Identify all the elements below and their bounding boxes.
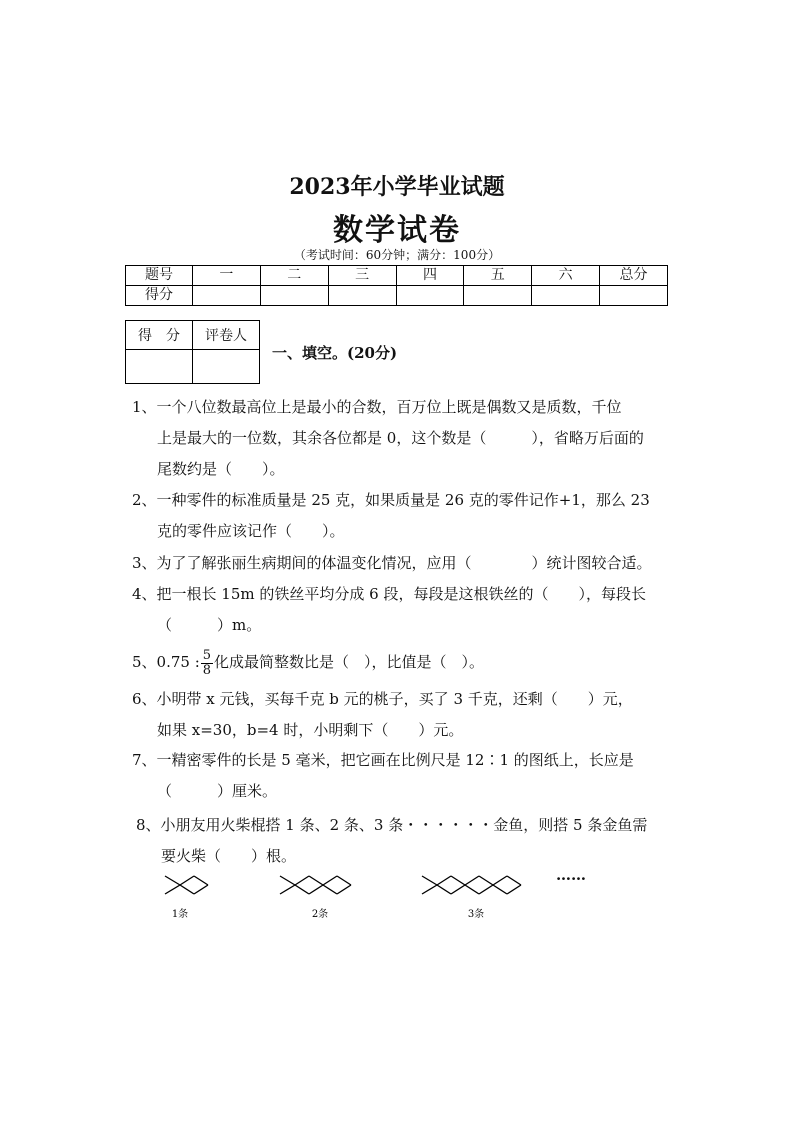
question-4 xyxy=(132,579,672,641)
grader-box xyxy=(125,320,260,384)
question-line: 4、把一根长 15m 的铁丝平均分成 6 段，每段是这根铁丝的（ ），每段长 xyxy=(132,585,646,603)
grader-name-label: 评卷人 xyxy=(193,321,260,350)
question-1 xyxy=(132,392,672,485)
question-line: 1、一个八位数最高位上是最小的合数，百万位上既是偶数又是质数，千位 xyxy=(132,398,622,416)
grader-score-label: 得 分 xyxy=(126,321,193,350)
score-header-cell: 五 xyxy=(464,266,532,286)
score-cell xyxy=(193,286,261,306)
score-header-cell: 一 xyxy=(193,266,261,286)
question-5-suffix: 化成最简整数比是（ ），比值是（ ）。 xyxy=(214,653,485,671)
score-cell xyxy=(464,286,532,306)
fraction-numerator: 5 xyxy=(202,647,212,663)
question-5 xyxy=(132,644,672,680)
exam-title: 2023年小学毕业试题 xyxy=(289,174,505,200)
exam-subtitle: 数学试卷 xyxy=(333,213,461,248)
question-line: 6、小明带 x 元钱，买每千克 b 元的桃子，买了 3 千克，还剩（ ）元， xyxy=(132,690,633,708)
grader-score-cell xyxy=(126,350,193,384)
score-header-cell: 四 xyxy=(396,266,464,286)
question-8 xyxy=(136,810,676,872)
figure-ellipsis: …… xyxy=(556,866,586,884)
question-line: 尾数约是（ ）。 xyxy=(157,460,285,478)
question-line xyxy=(132,644,672,680)
score-header-cell: 六 xyxy=(532,266,600,286)
score-header-cell: 总分 xyxy=(600,266,668,286)
question-line: （ ）m。 xyxy=(157,616,262,634)
question-3 xyxy=(132,548,672,579)
question-6 xyxy=(132,684,672,746)
fraction xyxy=(201,649,213,678)
question-line: 如果 x=30，b=4 时，小明剩下（ ）元。 xyxy=(157,721,464,739)
grader-name-cell xyxy=(193,350,260,384)
score-cell xyxy=(532,286,600,306)
question-line: （ ）厘米。 xyxy=(157,782,278,800)
score-table xyxy=(125,265,668,306)
fish-label-3: 3条 xyxy=(467,909,485,920)
question-2 xyxy=(132,485,672,547)
question-line: 克的零件应该记作（ ）。 xyxy=(157,522,345,540)
fish-3-icon xyxy=(422,876,521,894)
score-cell xyxy=(396,286,464,306)
question-line: 3、为了了解张丽生病期间的体温变化情况，应用（ ）统计图较合适。 xyxy=(132,554,652,572)
score-row-label: 得分 xyxy=(126,286,193,306)
question-7 xyxy=(132,745,672,807)
question-line: 要火柴（ ）根。 xyxy=(161,847,297,865)
score-cell xyxy=(600,286,668,306)
section-title: 一、填空。(20分) xyxy=(272,344,398,362)
fish-label-2: 2条 xyxy=(311,909,329,920)
question-line: 2、一种零件的标准质量是 25 克，如果质量是 26 克的零件记作+1，那么 23 xyxy=(132,491,650,509)
question-line: 7、一精密零件的长是 5 毫米，把它画在比例尺是 12∶1 的图纸上，长应是 xyxy=(132,751,634,769)
fish-label-1: 1条 xyxy=(171,909,189,920)
question-line: 8、小朋友用火柴棍搭 1 条、2 条、3 条・・・・・・金鱼，则搭 5 条金鱼需 xyxy=(136,816,648,834)
exam-note: （考试时间：60分钟；满分：100分） xyxy=(293,248,501,262)
score-cell xyxy=(328,286,396,306)
score-table-header-row xyxy=(126,266,668,286)
score-table-score-row xyxy=(126,286,668,306)
fish-2-icon xyxy=(280,876,351,894)
question-line: 上是最大的一位数，其余各位都是 0，这个数是（ ），省略万后面的 xyxy=(157,429,644,447)
fraction-denominator: 8 xyxy=(202,662,212,678)
score-header-cell: 二 xyxy=(260,266,328,286)
score-cell xyxy=(260,286,328,306)
matchstick-fish-figure xyxy=(150,866,550,926)
score-header-cell: 题号 xyxy=(126,266,193,286)
question-5-prefix: 5、0.75 : xyxy=(132,653,200,671)
score-header-cell: 三 xyxy=(328,266,396,286)
fish-1-icon xyxy=(165,876,208,894)
